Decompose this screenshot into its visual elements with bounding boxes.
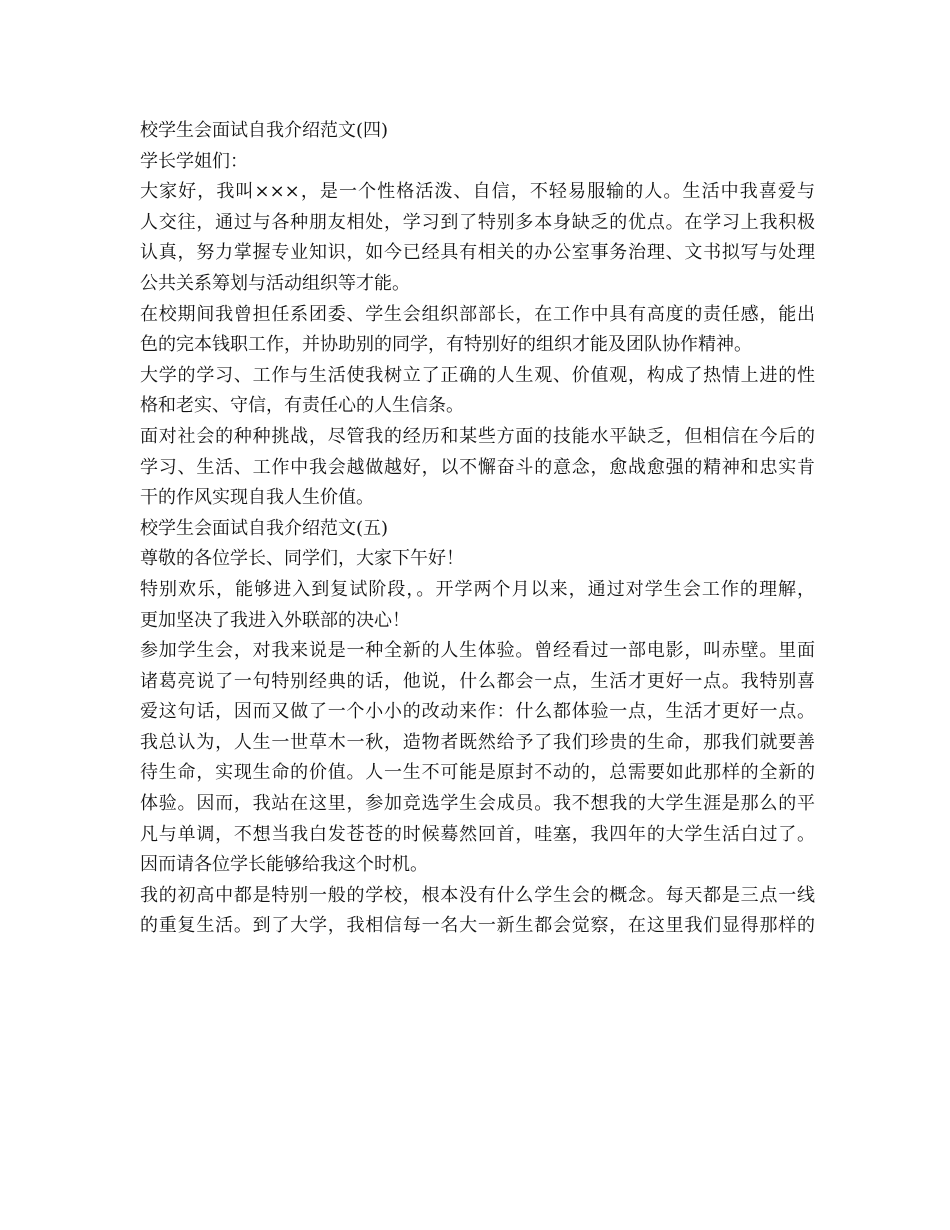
text-line: 爱这句话，因而又做了一个小小的改动来作：什么都体验一点，生活才更好一点。 (140, 701, 815, 723)
text-line: 更加坚决了我进入外联部的决心！ (140, 609, 410, 631)
text-line: 认真，努力掌握专业知识，如今已经具有相关的办公室事务治理、文书拟写与处理 (140, 242, 815, 264)
text-line: 诸葛亮说了一句特别经典的话，他说，什么都会一点，生活才更好一点。我特别喜 (140, 670, 815, 692)
text-line: 学长学姐们： (140, 150, 248, 172)
text-line: 在校期间我曾担任系团委、学生会组织部部长，在工作中具有高度的责任感，能出 (140, 303, 815, 325)
text-line: 体验。因而，我站在这里，参加竞选学生会成员。我不想我的大学生涯是那么的平 (140, 793, 815, 815)
text-line: 校学生会面试自我介绍范文(四) (140, 120, 389, 141)
text-line: 尊敬的各位学长、同学们，大家下午好！ (140, 548, 464, 570)
text-line: 待生命，实现生命的价值。人一生不可能是原封不动的，总需要如此那样的全新的 (140, 762, 815, 784)
text-line: 格和老实、守信，有责任心的人生信条。 (140, 395, 464, 417)
text-line: 凡与单调，不想当我白发苍苍的时候蓦然回首，哇塞，我四年的大学生活白过了。 (140, 823, 815, 845)
text-line: 特别欢乐，能够进入到复试阶段，。开学两个月以来，通过对学生会工作的理解， (140, 578, 815, 600)
text-line: 干的作风实现自我人生价值。 (140, 487, 374, 509)
text-line: 色的完本钱职工作，并协助别的同学，有特别好的组织才能及团队协作精神。 (140, 334, 752, 356)
text-line: 公共关系筹划与活动组织等才能。 (140, 272, 410, 294)
text-line: 的重复生活。到了大学，我相信每一名大一新生都会觉察，在这里我们显得那样的 (140, 915, 815, 937)
text-line: 人交往，通过与各种朋友相处，学习到了特别多本身缺乏的优点。在学习上我积极 (140, 211, 815, 233)
text-line: 因而请各位学长能够给我这个时机。 (140, 854, 428, 876)
text-line: 我总认为，人生一世草木一秋，造物者既然给予了我们珍贵的生命，那我们就要善 (140, 731, 815, 753)
text-line: 大家好，我叫×××，是一个性格活泼、自信，不轻易服输的人。生活中我喜爱与 (140, 181, 815, 203)
text-line: 面对社会的种种挑战，尽管我的经历和某些方面的技能水平缺乏，但相信在今后的 (140, 425, 815, 447)
text-line: 大学的学习、工作与生活使我树立了正确的人生观、价值观，构成了热情上进的性 (140, 364, 815, 386)
text-line: 校学生会面试自我介绍范文(五) (140, 517, 389, 539)
text-line: 我的初高中都是特别一般的学校，根本没有什么学生会的概念。每天都是三点一线 (140, 884, 815, 906)
document-body (140, 116, 815, 942)
text-line: 参加学生会，对我来说是一种全新的人生体验。曾经看过一部电影，叫赤壁。里面 (140, 640, 815, 662)
text-line: 学习、生活、工作中我会越做越好，以不懈奋斗的意念，愈战愈强的精神和忠实肯 (140, 456, 815, 478)
